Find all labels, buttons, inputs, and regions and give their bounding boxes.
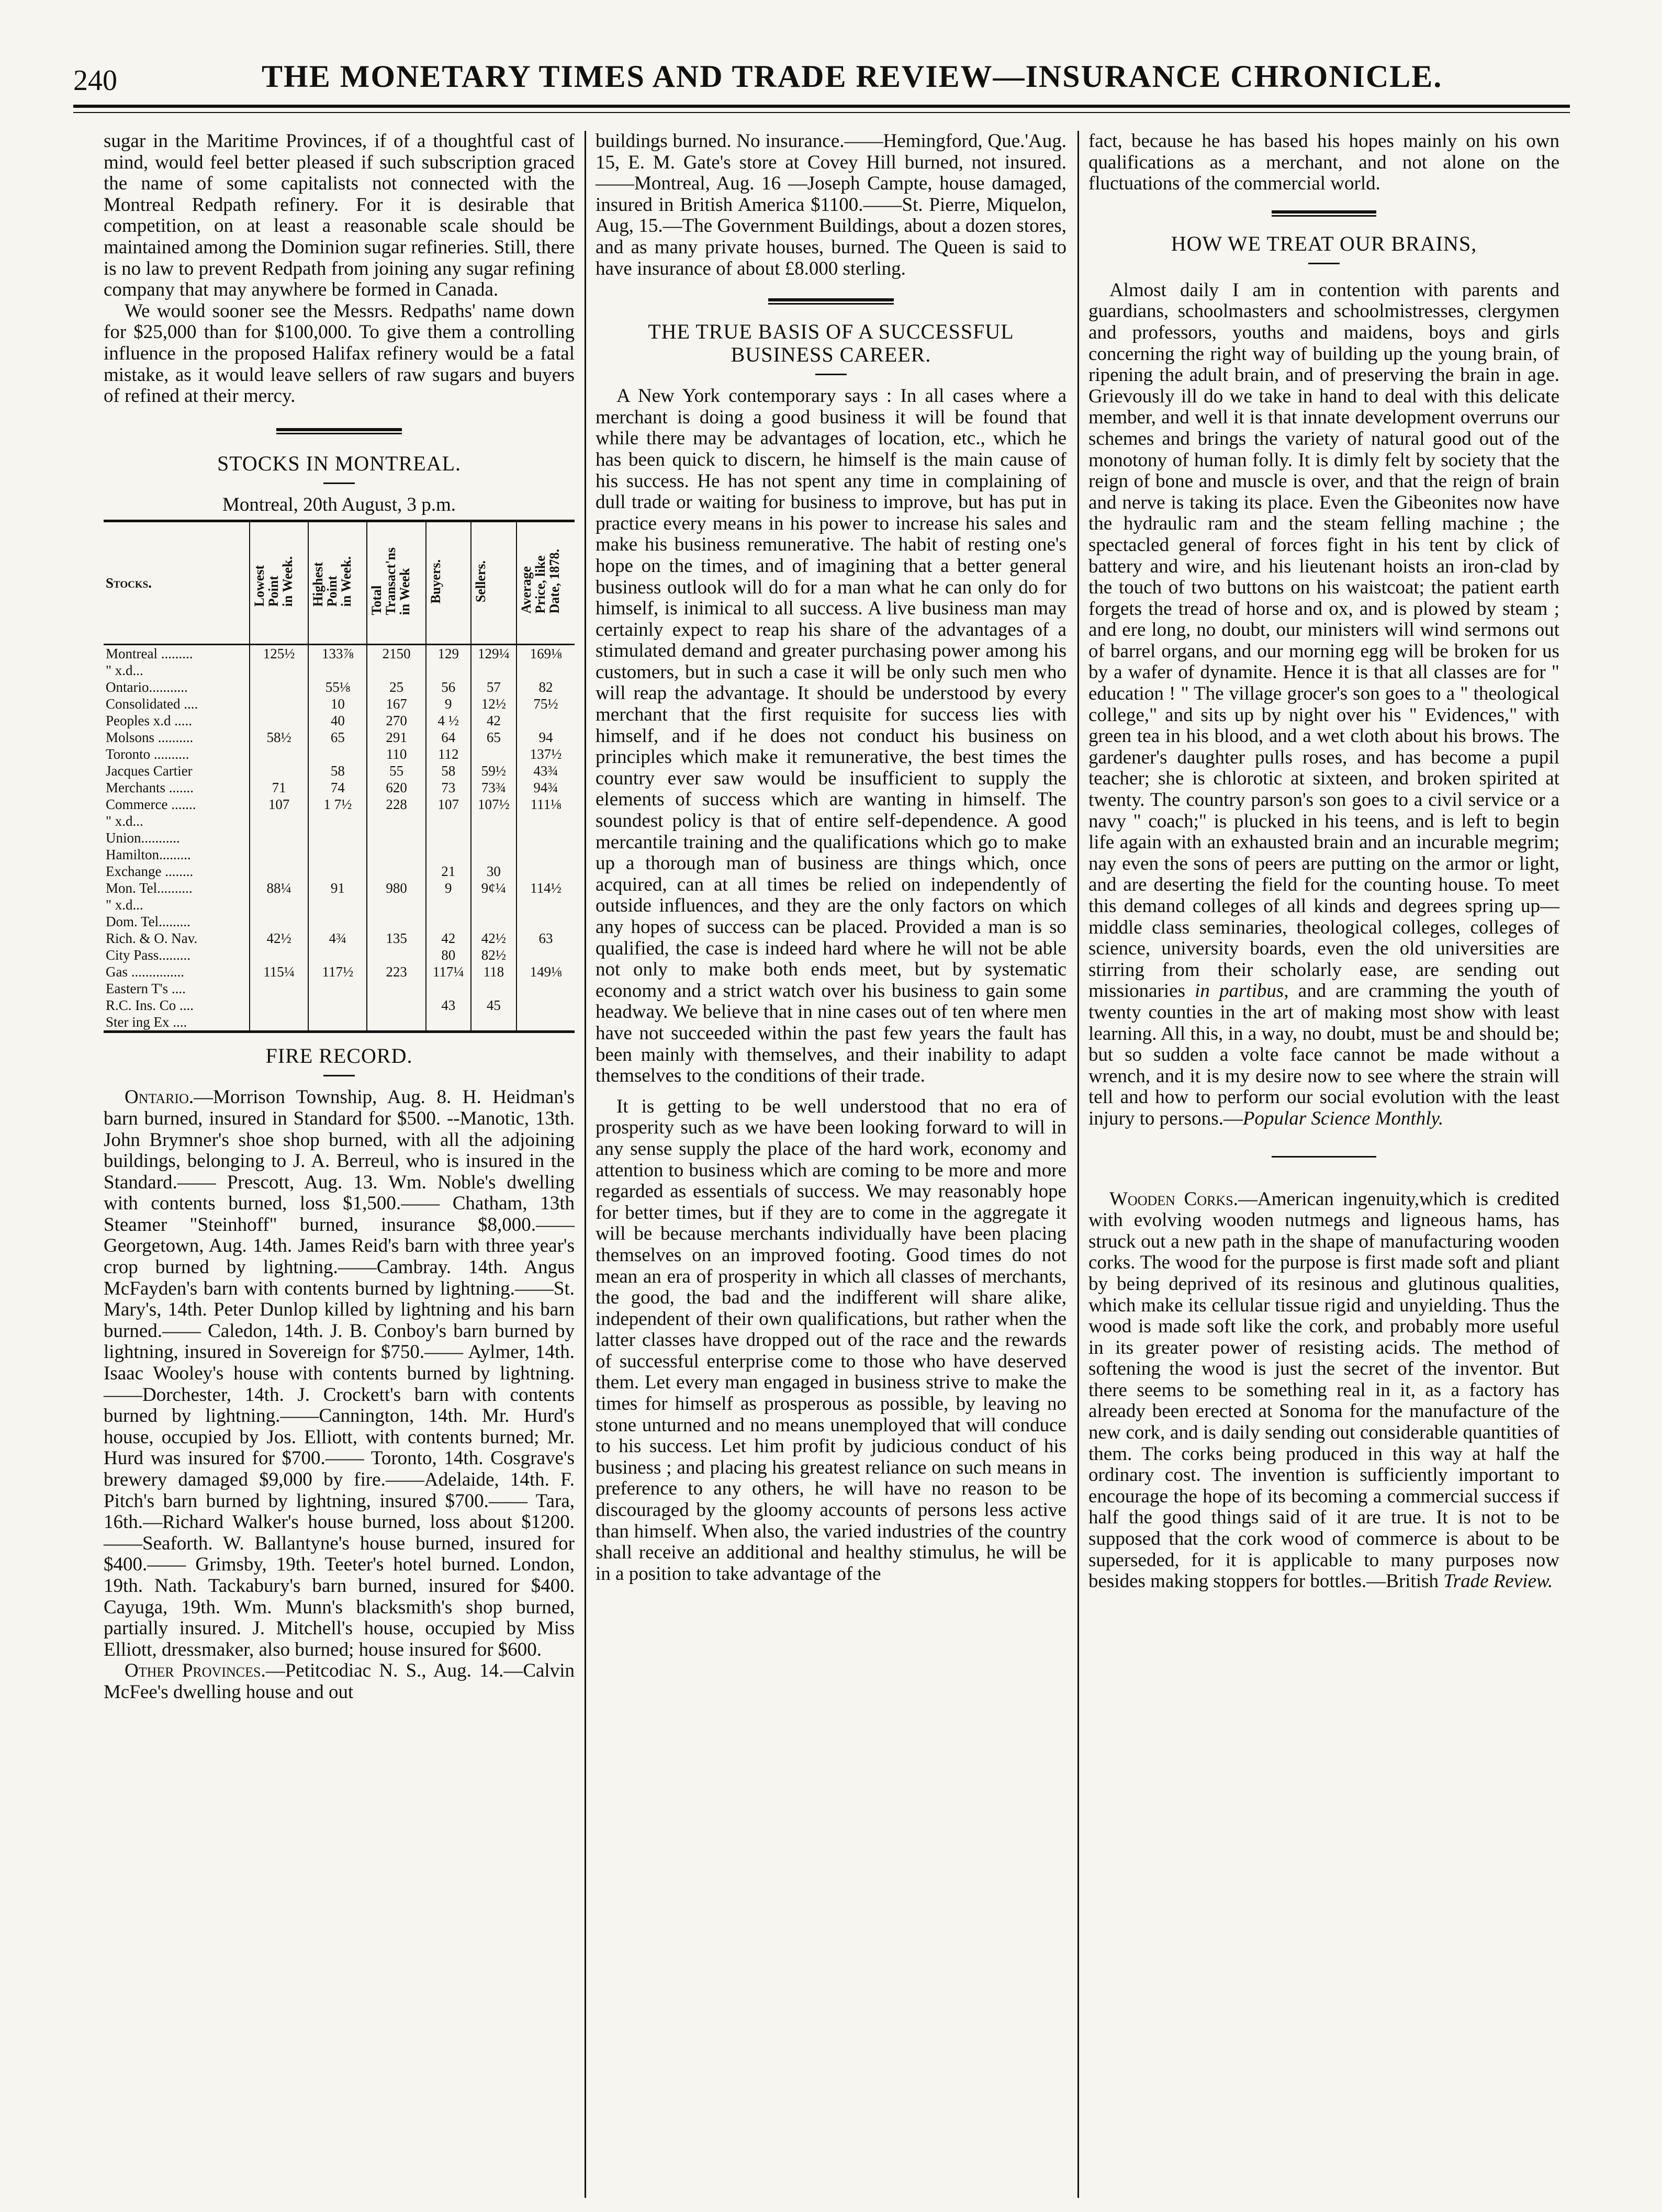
stock-value-cell: 111⅛ [530, 796, 562, 813]
article-text: Other Provinces.—Petitcodiac N. S., Aug. 14.—Calvin McFee's dwelling house and out [104, 1660, 575, 1703]
stock-value-cell: 73¾ [471, 779, 516, 796]
stock-name-cell: R.C. Ins. Co .... [104, 997, 250, 1014]
stock-value-cell: 129 [426, 645, 471, 663]
page-header [73, 59, 1570, 100]
stock-value-cell: 57 [471, 679, 516, 695]
stock-name-cell: Union........... [104, 829, 250, 846]
stock-value-cell: 4¾ [308, 930, 367, 947]
stock-value-cell: 125½ [250, 645, 308, 663]
stock-value-cell [367, 1014, 425, 1032]
header-rule-thin [73, 112, 1570, 113]
stock-value-cell [308, 1014, 367, 1032]
stock-name-cell: Mon. Tel.......... [104, 880, 250, 896]
stock-value-cell: 56 [426, 679, 471, 695]
stock-name-cell: Ster ing Ex .... [104, 1014, 250, 1032]
table-row [104, 1014, 575, 1032]
section-divider [276, 428, 402, 434]
stock-value-cell: 620 [367, 779, 425, 796]
stock-value-cell [426, 662, 471, 679]
table-row [104, 896, 575, 913]
stock-value-cell: 114½ [530, 880, 562, 896]
stock-value-cell: 55⅛ [308, 679, 367, 695]
stock-value-cell: 58 [426, 762, 471, 779]
stock-value-cell [367, 980, 425, 997]
stock-value-cell: 223 [367, 963, 425, 980]
stock-value-cell [308, 947, 367, 963]
stocks-subtitle: Montreal, 20th August, 3 p.m. [222, 493, 456, 515]
stock-value-cell: 129¼ [471, 645, 516, 663]
stock-value-cell: 45 [471, 997, 516, 1014]
stock-value-cell: 40 [308, 712, 367, 729]
left-column [104, 131, 575, 1703]
article-text: It is getting to be well understood that no era of prosperity such as we have been looking forward to will in any sense supply the place of the hard work, economy and attention to business which are coming to be more and more regarded as essentials of success. We may reasonably hope for better times, but if they are to come in the aggregate it will be because merchants individually have been placing themselves on an improved footing. Good times do not mean an era of prosperity in which all classes of merchants, the good, the bad and the indifferent will share alike, independent of their own qualifications, but rather when the latter classes have dropped out of the race and the rewards of successful enterprise come to those who have deserved them. Let every man engaged in business strive to make the times for himself as prosperous as possible, by leaving no stone unturned and no means unemployed that will conduce to his success. Let him profit by judicious conduct of his business ; and placing his greatest reliance on such means in preference to any others, he will have no reason to be discouraged by the gloomy accounts of persons less active than himself. When also, the varied industries of the country shall receive an additional and healthy stimulus, he will be in a position to take advantage of the [596, 1095, 1066, 1585]
stock-value-cell [367, 813, 425, 829]
stock-value-cell [308, 746, 367, 762]
stock-value-cell [308, 846, 367, 863]
stock-name-cell: Montreal ......... [104, 645, 250, 663]
table-row [104, 963, 575, 980]
stock-value-cell [367, 896, 425, 913]
section-divider [768, 298, 894, 305]
stock-value-cell: 133⅞ [308, 645, 367, 663]
stock-value-cell: 291 [367, 729, 425, 746]
stock-value-cell [250, 980, 308, 997]
heading-dash [323, 1075, 355, 1076]
stock-value-cell: 117½ [308, 963, 367, 980]
stock-value-cell: 115¼ [250, 963, 308, 980]
stock-value-cell: 42½ [250, 930, 308, 947]
stock-value-cell [426, 846, 471, 863]
column-divider-1 [585, 131, 586, 2198]
stock-name-cell: " x.d... [104, 662, 250, 679]
stock-value-cell: 107 [250, 796, 308, 813]
column-header: Total Transact'ns in Week [367, 521, 425, 645]
stock-value-cell: 43 [426, 997, 471, 1014]
table-row [104, 662, 575, 679]
stock-value-cell [308, 913, 367, 930]
stock-value-cell [308, 863, 367, 880]
table-row [104, 980, 575, 997]
table-row [104, 863, 575, 880]
stock-value-cell [471, 980, 516, 997]
stock-value-cell [308, 829, 367, 846]
stock-value-cell [250, 997, 308, 1014]
table-row [104, 712, 575, 729]
stock-value-cell: 74 [308, 779, 367, 796]
stock-value-cell: 82½ [471, 947, 516, 963]
column-header: Lowest Point in Week. [250, 521, 308, 645]
stock-value-cell [426, 980, 471, 997]
stock-name-cell: Toronto .......... [104, 746, 250, 762]
stock-value-cell [516, 997, 575, 1014]
stock-value-cell [426, 1014, 471, 1032]
stock-value-cell: 55 [367, 762, 425, 779]
stock-value-cell: 75½ [533, 696, 558, 712]
stock-value-cell [426, 913, 471, 930]
masthead-title: THE MONETARY TIMES AND TRADE REVIEW—INSURANCE CHRONICLE. [262, 59, 1443, 94]
stock-name-cell: Rich. & O. Nav. [104, 930, 250, 947]
table-row [104, 746, 575, 762]
stock-value-cell: 117¼ [426, 963, 471, 980]
stock-value-cell [250, 913, 308, 930]
stock-value-cell [367, 997, 425, 1014]
table-row [104, 779, 575, 796]
article-text: buildings burned. No insurance.——Hemingford, Que.'Aug. 15, E. M. Gate's store at Covey Hill burned, not insured.——Montreal, Aug. 16 —Joseph Campte, house damaged, insured in British America $1100.——St. Pierre, Miquelon, Aug, 15.—The Government Buildings, about a dozen stores, and as many private houses, burned. The Queen is said to have insurance of about £8.000 sterling. [596, 130, 1066, 279]
stock-value-cell [250, 896, 308, 913]
stock-value-cell: 64 [426, 729, 471, 746]
article-text: fact, because he has based his hopes mainly on his own qualifications as a merchant, and not alone on the fluctuations of the commercial world. [1088, 130, 1559, 195]
stock-value-cell [250, 829, 308, 846]
stock-value-cell [250, 813, 308, 829]
stock-value-cell: 94 [538, 729, 553, 746]
stock-value-cell [516, 662, 575, 679]
stock-value-cell [471, 746, 516, 762]
heading-dash [323, 482, 355, 484]
table-row [104, 997, 575, 1014]
stock-name-cell: Peoples x.d ..... [104, 712, 250, 729]
stock-value-cell: 228 [367, 796, 425, 813]
header-rule-thick [73, 105, 1570, 108]
table-row [104, 880, 575, 896]
stock-name-cell: Hamilton......... [104, 846, 250, 863]
stock-value-cell: 4 ½ [426, 712, 471, 729]
stock-value-cell [516, 1014, 575, 1032]
stock-name-cell: Molsons .......... [104, 729, 250, 746]
stock-value-cell: 21 [426, 863, 471, 880]
stock-value-cell: 118 [471, 963, 516, 980]
stock-value-cell: 91 [308, 880, 367, 896]
stock-name-cell: Dom. Tel......... [104, 913, 250, 930]
stock-value-cell [250, 679, 308, 695]
stock-value-cell [250, 695, 308, 712]
stock-value-cell [516, 896, 575, 913]
stock-value-cell: 88¼ [250, 880, 308, 896]
stock-value-cell: 58½ [250, 729, 308, 746]
stock-value-cell: 9 [426, 880, 471, 896]
stock-value-cell [367, 829, 425, 846]
stock-value-cell: 167 [367, 695, 425, 712]
section-heading: THE TRUE BASIS OF A SUCCESSFUL BUSINESS CAREER. [648, 320, 1014, 367]
table-row [104, 930, 575, 947]
stock-value-cell [516, 712, 575, 729]
stock-value-cell: 63 [538, 930, 553, 947]
column-header: Stocks. [104, 521, 250, 645]
section-heading: HOW WE TREAT OUR BRAINS, [1171, 231, 1477, 255]
stock-value-cell [367, 947, 425, 963]
section-divider [1272, 210, 1376, 217]
stock-name-cell: City Pass......... [104, 947, 250, 963]
stock-value-cell [471, 813, 516, 829]
stock-value-cell: 169⅛ [530, 646, 562, 662]
stock-value-cell [471, 662, 516, 679]
table-row [104, 695, 575, 712]
stock-value-cell: 65 [308, 729, 367, 746]
stock-name-cell: " x.d... [104, 896, 250, 913]
stocks-table [104, 520, 575, 1033]
stock-value-cell [308, 813, 367, 829]
article-text: A New York contemporary says : In all cases where a merchant is doing a good business it will be found that while there may be advantages of location, etc., which he has been quick to discern, he himself is the main cause of his success. He has not spent any time in complaining of dull trade or waiting for business to improve, but has put in practice every means in his power to increase his sales and make his business remunerative. The habit of resting one's hope on the times, and of imagining that a better general business outlook will do for a man what he can only do for himself, is inimical to all success. A live business man may certainly expect to reap his share of the advantages of a stimulated demand and greater purchasing power among his customers, but in such a case it will be only such men who will reap the advantage. It should be understood by every merchant that the first requisite for success lies with himself, and if he does not conduct his business on principles which make it remunerative, the best times the country ever saw would be insufficient to supply the elements of success which are wanting in himself. The soundest policy is that of entire self-dependence. A good mercantile training and the qualifications which go to make up a thorough man of business are things which, once acquired, can at all times be relied on independently of outside influences, and they are the only factors on which any hopes of success can be placed. Provided a man is so qualified, the case is indeed hard where he will not be able not only to make both ends meet, but by systematic economy and a strict watch over his business to gain some headway. We believe that in nine cases out of ten where men have not succeeded within the past few years the fault has been mainly with themselves, and their inability to adapt themselves to the conditions of their trade. [596, 385, 1066, 1087]
stock-name-cell: Eastern T's .... [104, 980, 250, 997]
stock-name-cell: Consolidated .... [104, 695, 250, 712]
stock-value-cell: 1 7½ [308, 796, 367, 813]
stock-value-cell [471, 913, 516, 930]
table-row [104, 913, 575, 930]
stock-value-cell [308, 997, 367, 1014]
stock-value-cell [367, 846, 425, 863]
heading-dash [1308, 263, 1340, 264]
stock-value-cell: 110 [367, 746, 425, 762]
stock-value-cell: 65 [471, 729, 516, 746]
stock-value-cell [308, 896, 367, 913]
column-header: Highest Point in Week. [308, 521, 367, 645]
article-text: Almost daily I am in contention with parents and guardians, schoolmasters and schoolmistresses, clergymen and professors, youths and maidens, boys and girls concerning the right way of building up the young brain, of ripening the adult brain, and of preserving the brain in age. Grievously ill do we take in hand to deal with this delicate member, and well it is that innate development overruns our schemes and brings the variety of natural good out of the monotony of human folly. It is dimly felt by society that the reign of bone and muscle is over, and that the reign of brain and nerve is taking its place. Even the Gibeonites now have the hydraulic ram and the steam felling machine ; the spectacled general of forces fight in his tent by click of battery and wire, and his lieutenant hoists an iron-clad by the touch of two buttons on his waistcoat; the patient earth forgets the tread of horse and ox, and is plowed by steam ; and ere long, no doubt, our ministers will wind sermons out of barrel organs, and our morning egg will be broken for us by a wafer of dynamite. Hence it is that all classes are for " education ! " The village grocer's son goes to a " theological college," and sits up by night over his " Evidences," with green tea in his blood, and a wet cloth about his brows. The gardener's daughter pulls roses, and has become a pupil teacher; she is chlorotic at sixteen, and broken spirited at twenty. The country parson's son goes to a civil service or a navy " coach;" is plucked in his teens, and is left to begin life again with an exhausted brain and an incurable megrim; nay even the sons of peers are putting on the armor or light, and are deserting the field for the counting house. To meet this demand colleges of all kinds and degrees spring up—middle class seminaries, theological colleges, colleges of science, university boards, even the old universities are stirring from their scholarly ease, are sending out missionaries in partibus, and are cramming the youth of twenty counties in the art of making most show with least learning. All this, in a way, no doubt, must be and should be; but so sudden a volte face cannot be made without a wrench, and it is my desire now to see where the strain will tell and how to perform our social evolution with the least injury to persons.—Popular Science Monthly. [1088, 279, 1559, 1129]
stock-value-cell: 73 [426, 779, 471, 796]
stock-value-cell [426, 829, 471, 846]
stock-value-cell [250, 1014, 308, 1032]
stock-value-cell: 135 [367, 930, 425, 947]
stock-value-cell [308, 980, 367, 997]
stock-value-cell [250, 846, 308, 863]
stock-value-cell: 107½ [471, 796, 516, 813]
right-column [1088, 131, 1559, 1592]
stock-value-cell: 137½ [530, 746, 562, 762]
article-text: We would sooner see the Messrs. Redpaths' name down for $25,000 than for $100,000. To give them a controlling influence in the proposed Halifax refinery would be a fatal mistake, as it would leave sellers of raw sugars and buyers of refined at their mercy. [104, 300, 575, 407]
middle-column [596, 131, 1066, 1585]
stock-value-cell: 980 [367, 880, 425, 896]
stock-value-cell: 42 [426, 930, 471, 947]
table-row [104, 813, 575, 829]
table-row [104, 947, 575, 963]
stock-value-cell: 107 [426, 796, 471, 813]
stock-value-cell [250, 947, 308, 963]
article-text: Wooden Corks.—American ingenuity,which is credited with evolving wooden nutmegs and ligneous hams, has struck out a new path in the shape of manufacturing wooden corks. The wood for the purpose is first made soft and pliant by being deprived of its resinous and glutinous qualities, which make its cellular tissue rigid and unyielding. Thus the wood is made soft like the cork, and probably more useful in its greater power of resisting acids. The method of softening the wood is just the secret of the inventor. But there seems to be something real in it, as a factory has already been erected at Sonoma for the manufacture of the new cork, and is daily sending out considerable quantities of them. The corks being produced in this way at half the ordinary cost. The invention is sufficiently important to encourage the hope of its becoming a commercial success if half the good things said of it are true. It is not to be supposed that the cork wood of commerce is about to be superseded, for it is applicable to many purposes now besides making stoppers for bottles.—British Trade Review. [1088, 1188, 1559, 1592]
column-header: Average Price, like Date, 1878. [516, 521, 575, 645]
stock-name-cell: Commerce ....... [104, 796, 250, 813]
stock-value-cell: 12½ [471, 695, 516, 712]
stock-value-cell [250, 762, 308, 779]
stock-value-cell [426, 813, 471, 829]
column-divider-2 [1077, 131, 1079, 2198]
stock-value-cell [250, 863, 308, 880]
section-heading: FIRE RECORD. [265, 1044, 413, 1068]
stock-value-cell: 10 [308, 695, 367, 712]
article-text: Ontario.—Morrison Township, Aug. 8. H. Heidman's barn burned, insured in Standard for $500. --Manotic, 13th. John Brymner's shoe shop burned, with all the adjoining buildings, belonging to J. A. Berreul, who is insured in the Standard.—— Prescott, Aug. 13. Wm. Noble's dwelling with contents burned, loss $1,500.—— Chatham, 13th Steamer "Steinhoff" burned, insurance $8,000.——Georgetown, Aug. 14th. James Reid's barn with three year's crop burned by lightning.——Cambray. 14th. Angus McFayden's barn with contents burned by lightning.——St. Mary's, 14th. Peter Dunlop killed by lightning and his barn burned.—— Caledon, 14th. J. B. Conboy's barn burned by lightning, insured in Sovereign for $750.—— Aylmer, 14th. Isaac Wooley's house with contents burned by lightning.——Dorchester, 14th. J. Crockett's barn with contents burned by lightning.——Cannington, 14th. Mr. Hurd's house, occupied by Jos. Elliott, with contents burned; Mr. Hurd was insured for $700.—— Toronto, 14th. Cosgrave's brewery damaged $9,000 by fire.——Adelaide, 14th. F. Pitch's barn burned by lightning, insured $700.—— Tara, 16th.—Richard Walker's house burned, loss about $1200.——Seaforth. W. Ballantyne's house burned, insured for $400.—— Grimsby, 19th. Teeter's hotel burned. London, 19th. Nath. Tackabury's barn burned, insured for $400. Cayuga, 19th. Wm. Munn's blacksmith's shop burned, partially insured. J. Mitchell's house, occupied by Miss Elliott, dressmaker, also burned; house insured for $600. [104, 1086, 575, 1660]
column-header: Buyers. [426, 521, 471, 645]
stock-value-cell: 112 [426, 746, 471, 762]
stock-value-cell: 59½ [471, 762, 516, 779]
stock-value-cell [308, 662, 367, 679]
stock-value-cell: 82 [538, 679, 553, 695]
stock-name-cell: Gas ............... [104, 963, 250, 980]
table-row [104, 829, 575, 846]
stock-value-cell: 71 [250, 779, 308, 796]
section-divider [1272, 1156, 1376, 1158]
stock-value-cell [250, 746, 308, 762]
stock-value-cell [516, 980, 575, 997]
stock-value-cell: 25 [367, 679, 425, 695]
stock-value-cell [367, 662, 425, 679]
stock-name-cell: " x.d... [104, 813, 250, 829]
stock-value-cell [250, 712, 308, 729]
table-row [104, 796, 575, 813]
stock-value-cell [516, 846, 575, 863]
stock-value-cell: 43¾ [533, 763, 558, 779]
stock-value-cell [471, 846, 516, 863]
stock-value-cell: 42 [471, 712, 516, 729]
stock-value-cell: 58 [308, 762, 367, 779]
stock-value-cell [516, 913, 575, 930]
table-row [104, 729, 575, 746]
stock-value-cell [250, 662, 308, 679]
table-row [104, 645, 575, 663]
stock-value-cell [426, 896, 471, 913]
stock-value-cell [367, 863, 425, 880]
stock-value-cell [471, 896, 516, 913]
page-number: 240 [73, 64, 117, 97]
stock-value-cell: 42½ [471, 930, 516, 947]
table-row [104, 679, 575, 695]
stock-value-cell [367, 913, 425, 930]
stock-value-cell: 80 [426, 947, 471, 963]
table-row [104, 846, 575, 863]
stock-value-cell [471, 1014, 516, 1032]
stock-value-cell: 2150 [367, 645, 425, 663]
stocks-table-header-row [104, 521, 575, 645]
stock-name-cell: Ontario........... [104, 679, 250, 695]
section-heading: STOCKS IN MONTREAL. [217, 451, 462, 475]
stock-name-cell: Merchants ....... [104, 779, 250, 796]
stock-value-cell: 94¾ [533, 780, 558, 796]
stock-value-cell [516, 829, 575, 846]
column-header: Sellers. [471, 521, 516, 645]
stock-value-cell [516, 813, 575, 829]
stock-name-cell: Exchange ........ [104, 863, 250, 880]
stock-value-cell [516, 863, 575, 880]
table-row [104, 762, 575, 779]
heading-dash [815, 374, 847, 375]
stock-value-cell [516, 947, 575, 963]
stock-value-cell: 270 [367, 712, 425, 729]
stock-value-cell [471, 829, 516, 846]
stock-value-cell: 9 [426, 695, 471, 712]
stock-value-cell: 9¢¼ [471, 880, 516, 896]
article-text: sugar in the Maritime Provinces, if of a thoughtful cast of mind, would feel better pleased if such subscription graced the name of some capitalists not connected with the Montreal Redpath refinery. For it is desirable that competition, on at least a reasonable scale should be maintained among the Dominion sugar refineries. Still, there is no law to prevent Redpath from joining any sugar refining company that may anywhere be formed in Canada. [104, 130, 575, 301]
stock-name-cell: Jacques Cartier [104, 762, 250, 779]
stock-value-cell: 149⅛ [530, 964, 562, 980]
stock-value-cell: 30 [471, 863, 516, 880]
